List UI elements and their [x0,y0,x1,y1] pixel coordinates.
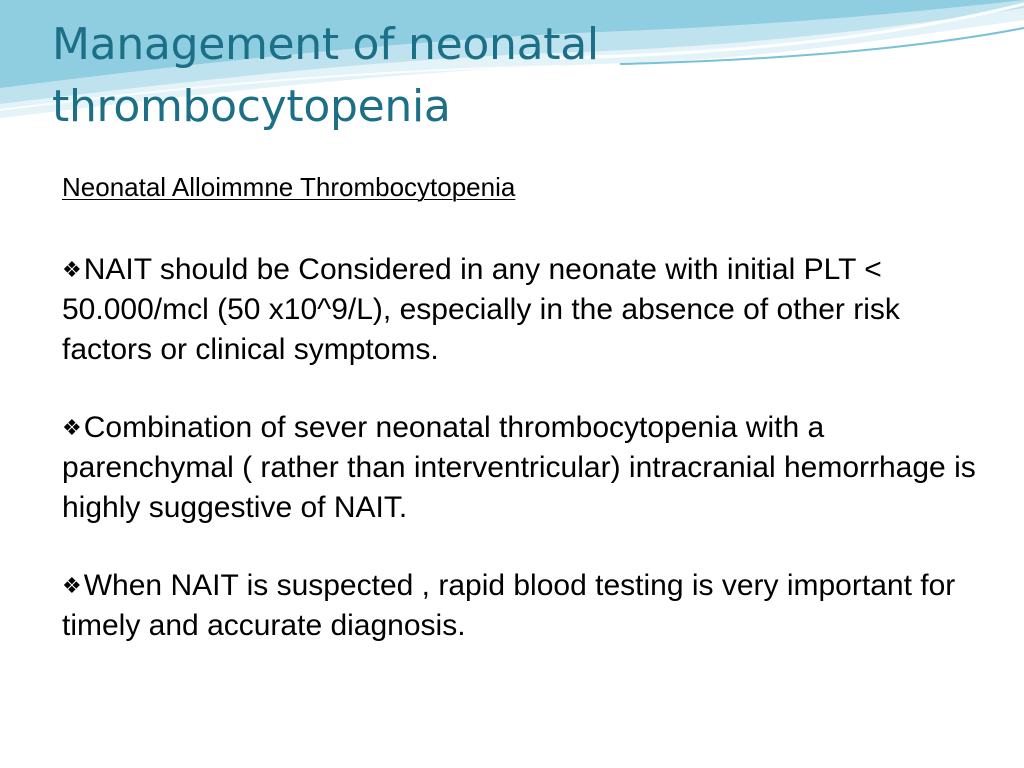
bullet-text: Combination of sever neonatal thrombocytopenia with a parenchymal ( rather than interventricular) intracranial hemorrhage is highly suggestive of NAIT. [62,411,976,524]
slide-subtitle: Neonatal Alloimmne Thrombocytopenia [62,172,516,202]
diamond-bullet-icon: ❖ [62,415,82,440]
bullet-list [62,250,982,684]
bullet-item [62,250,982,370]
bullet-text: When NAIT is suspected , rapid blood testing is very important for timely and accurate diagnosis. [62,569,956,642]
bullet-text: NAIT should be Considered in any neonate with initial PLT < 50.000/mcl (50 x10^9/L), especially in the absence of other risk factors or clinical symptoms. [62,253,900,366]
bullet-item [62,408,982,528]
diamond-bullet-icon: ❖ [62,257,82,282]
diamond-bullet-icon: ❖ [62,573,82,598]
bullet-item [62,566,982,646]
slide-title: Management of neonatal thrombocytopenia [52,19,599,132]
